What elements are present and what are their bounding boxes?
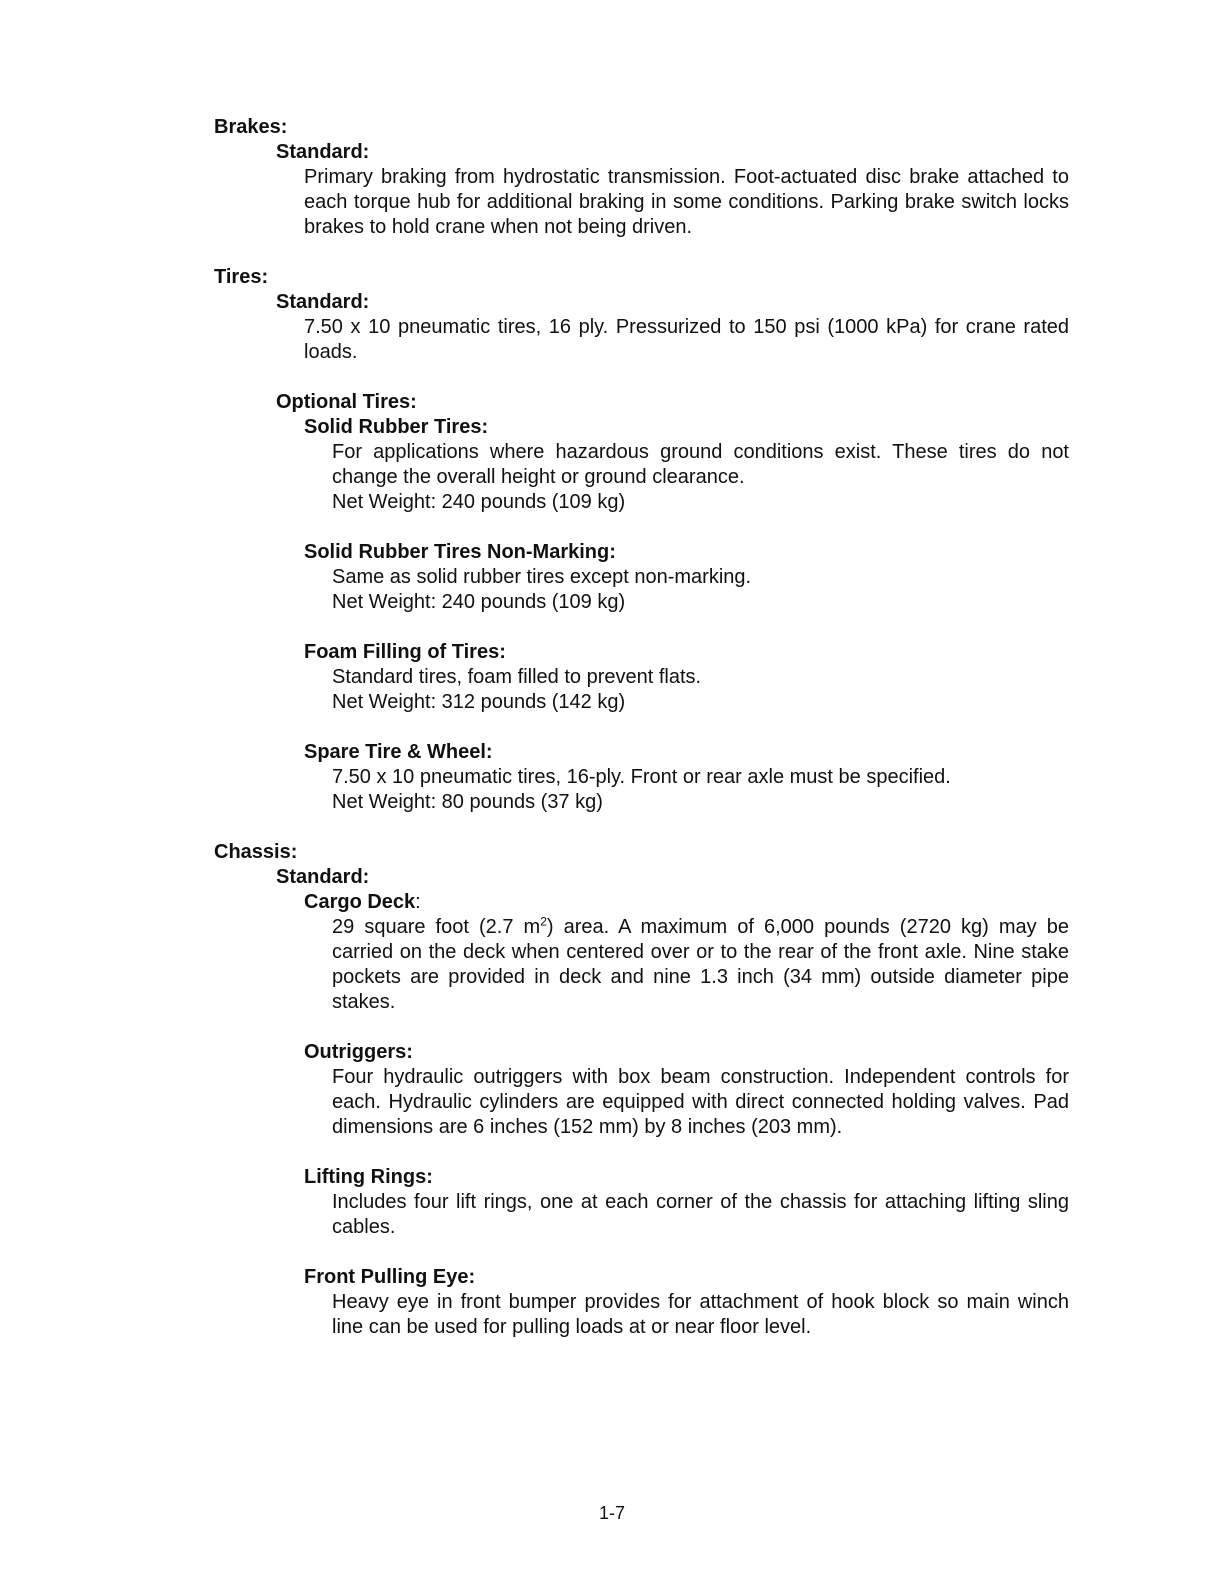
tires-heading: Tires: — [214, 266, 269, 288]
cargo-deck-heading — [304, 890, 1069, 915]
document-body — [214, 115, 1069, 1340]
brakes-standard-heading: Standard: — [276, 141, 370, 163]
chassis-item-title: Lifting Rings: — [304, 1166, 433, 1188]
option-title: Foam Filling of Tires: — [304, 641, 506, 663]
option-title: Solid Rubber Tires Non-Marking: — [304, 541, 616, 563]
cargo-text-b: ) area. A maximum of 6,000 pounds (2720 kg) may be carried on the deck when centered over or to the rear of the front axle. Nine stake pockets are provided in deck and nine 1.3 inch (34 mm) outside diameter pipe stakes. — [332, 916, 1069, 1013]
chassis-item-title: Outriggers: — [304, 1041, 413, 1063]
cargo-deck-title: Cargo Deck — [304, 891, 416, 913]
tires-standard-heading: Standard: — [276, 291, 370, 313]
optional-tires-heading: Optional Tires: — [276, 391, 417, 413]
brakes-standard-text: Primary braking from hydrostatic transmission. Foot-actuated disc brake attached to each torque hub for additional braking in some conditions. Parking brake switch locks brakes to hold crane when not being driven. — [304, 166, 1069, 238]
option-text: 7.50 x 10 pneumatic tires, 16-ply. Front or rear axle must be specified. — [332, 766, 951, 788]
option-weight: Net Weight: 80 pounds (37 kg) — [332, 791, 603, 813]
chassis-item-title: Front Pulling Eye: — [304, 1266, 476, 1288]
option-title: Spare Tire & Wheel: — [304, 741, 493, 763]
page-number: 1-7 — [598, 1503, 625, 1523]
cargo-superscript: 2 — [540, 914, 547, 929]
option-weight: Net Weight: 312 pounds (142 kg) — [332, 691, 626, 713]
chassis-item-text: Four hydraulic outriggers with box beam construction. Independent controls for each. Hydraulic cylinders are equipped with direct connected holding valves. Pad dimensions are 6 inches (152 mm) by 8 inches (203 mm). — [332, 1066, 1069, 1138]
option-text: For applications where hazardous ground conditions exist. These tires do not change the overall height or ground clearance. — [332, 441, 1069, 488]
cargo-text-a: 29 square foot (2.7 m — [332, 916, 541, 938]
chassis-item-text: Heavy eye in front bumper provides for attachment of hook block so main winch line can be used for pulling loads at or near floor level. — [332, 1291, 1069, 1338]
option-weight: Net Weight: 240 pounds (109 kg) — [332, 591, 626, 613]
chassis-heading: Chassis: — [214, 841, 298, 863]
chassis-item-text: Includes four lift rings, one at each corner of the chassis for attaching lifting sling cables. — [332, 1191, 1069, 1238]
option-text: Standard tires, foam filled to prevent flats. — [332, 666, 702, 688]
chassis-standard-heading: Standard: — [276, 866, 370, 888]
option-text: Same as solid rubber tires except non-marking. — [332, 566, 752, 588]
tires-standard-text: 7.50 x 10 pneumatic tires, 16 ply. Pressurized to 150 psi (1000 kPa) for crane rated loads. — [304, 316, 1069, 363]
cargo-deck-colon: : — [415, 891, 421, 913]
cargo-deck-text — [332, 915, 1069, 1015]
brakes-heading: Brakes: — [214, 116, 288, 138]
option-title: Solid Rubber Tires: — [304, 416, 489, 438]
option-weight: Net Weight: 240 pounds (109 kg) — [332, 491, 626, 513]
